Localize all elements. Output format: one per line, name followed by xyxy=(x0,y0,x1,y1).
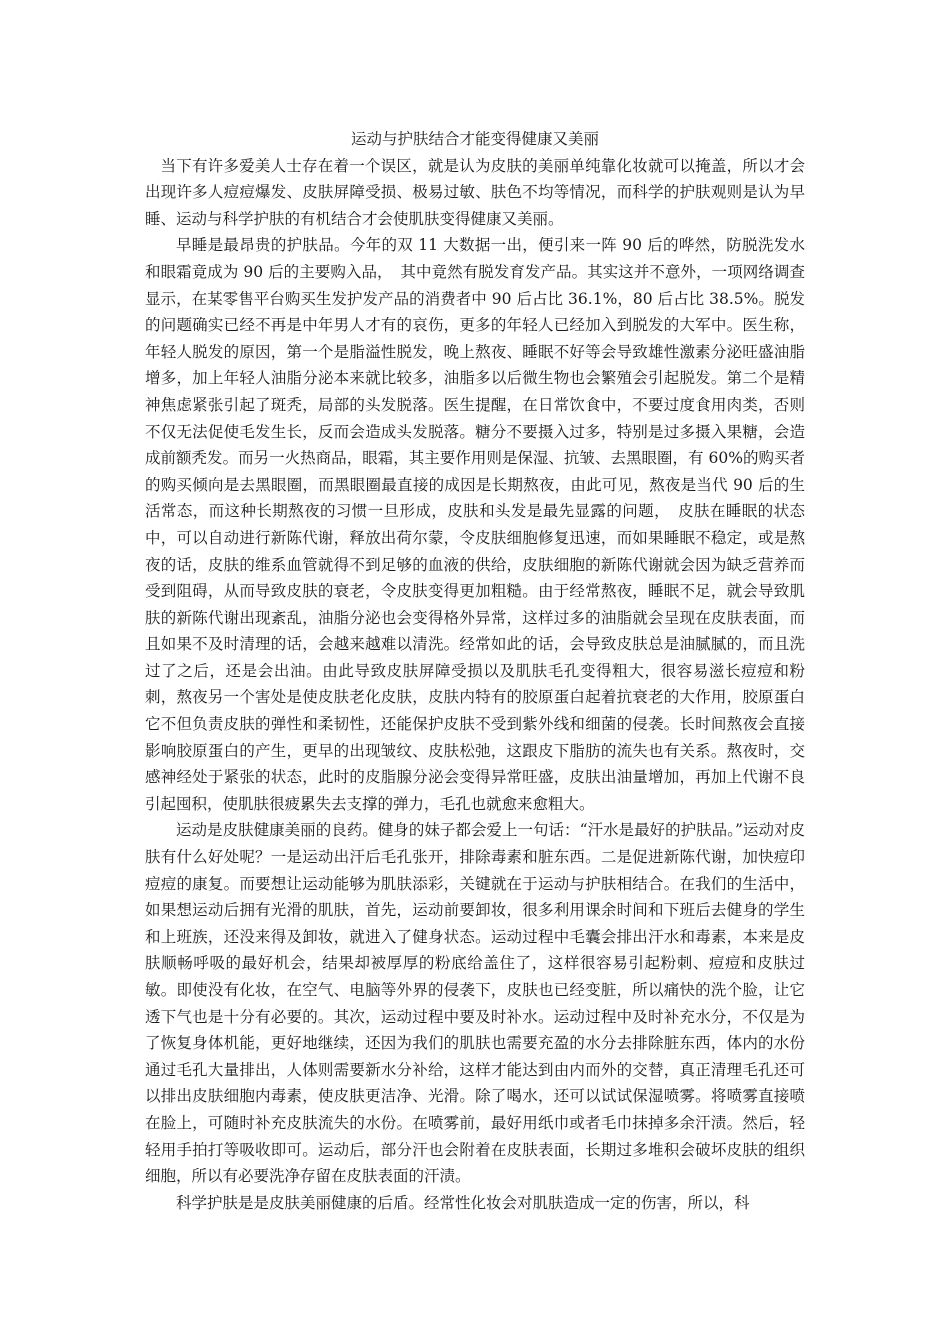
paragraph-exercise: 运动是皮肤健康美丽的良药。健身的妹子都会爱上一句话：“汗水是最好的护肤品。”运动对皮肤有什么好处呢？一是运动出汗后毛孔张开，排除毒素和脏东西。二是促进新陈代谢，加快痘印痘痘的康复。而要想让运动能够为肌肤添彩，关键就在于运动与护肤相结合。在我们的生活中，如果想运动后拥有光滑的肌肤，首先，运动前要卸妆，很多利用课余时间和下班后去健身的学生和上班族，还没来得及卸妆，就进入了健身状态。运动过程中毛囊会排出汗水和毒素，本来是皮肤顺畅呼吸的最好机会，结果却被厚厚的粉底给盖住了，这样很容易引起粉刺、痘痘和皮肤过敏。即使没有化妆，在空气、电脑等外界的侵袭下，皮肤也已经变脏，所以痛快的洗个脸，让它透下气也是十分有必要的。其次，运动过程中要及时补水。运动过程中及时补充水分，不仅是为了恢复身体机能，更好地继续，还因为我们的肌肤也需要充盈的水分去排除脏东西，体内的水份通过毛孔大量排出，人体则需要新水分补给，这样才能达到由内而外的交替，真正清理毛孔还可以排出皮肤细胞内毒素，使皮肤更洁净、光滑。除了喝水，还可以试试保湿喷雾。将喷雾直接喷在脸上，可随时补充皮肤流失的水份。在喷雾前，最好用纸巾或者毛巾抹掉多余汗渍。然后，轻轻用手拍打等吸收即可。运动后，部分汗也会附着在皮肤表面，长期过多堆积会破坏皮肤的组织细胞，所以有必要洗净存留在皮肤表面的汗渍。 xyxy=(145,821,805,1186)
paragraph-skincare: 科学护肤是是皮肤美丽健康的后盾。经常性化妆会对肌肤造成一定的伤害，所以，科 xyxy=(176,1193,750,1212)
paragraph-intro: 当下有许多爱美人士存在着一个误区，就是认为皮肤的美丽单纯靠化妆就可以掩盖，所以才会出现许多人痘痘爆发、皮肤屏障受损、极易过敏、肤色不均等情况，而科学的护肤观则是认为早睡、运动与科学护肤的有机结合才会使肌肤变得健康又美丽。 xyxy=(145,156,805,228)
document-body xyxy=(145,126,805,1216)
document-title: 运动与护肤结合才能变得健康又美丽 xyxy=(350,130,599,148)
paragraph-sleep: 早睡是最昂贵的护肤品。今年的双 11 大数据一出，便引来一阵 90 后的哗然，防脱洗发水和眼霜竟成为 90 后的主要购入品， 其中竟然有脱发育发产品。其实这并不意外，一项网络调查显示，在某零售平台购买生发护发产品的消费者中 90 后占比 36.1%，80 后占比 38.5%。脱发的问题确实已经不再是中年男人才有的哀伤，更多的年轻人已经加入到脱发的大军中。医生称，年轻人脱发的原因，第一个是脂溢性脱发，晚上熬夜、睡眠不好等会导致雄性激素分泌旺盛油脂增多，加上年轻人油脂分泌本来就比较多，油脂多以后微生物也会繁殖会引起脱发。第二个是精神焦虑紧张引起了斑秃，局部的头发脱落。医生提醒，在日常饮食中，不要过度食用肉类，否则不仅无法促使毛发生长，反而会造成头发脱落。糖分不要摄入过多，特别是过多摄入果糖，会造成前额秃发。而另一火热商品，眼霜，其主要作用则是保湿、抗皱、去黑眼圈，有 60%的购买者的购买倾向是去黑眼圈，而黑眼圈最直接的成因是长期熬夜，由此可见，熬夜是当代 90 后的生活常态，而这种长期熬夜的习惯一旦形成，皮肤和头发是最先显露的问题， 皮肤在睡眠的状态中，可以自动进行新陈代谢，释放出荷尔蒙，令皮肤细胞修复迅速，而如果睡眠不稳定，或是熬夜的话，皮肤的维系血管就得不到足够的血液的供给，皮肤细胞的新陈代谢就会因为缺乏营养而受到阻碍，从而导致皮肤的衰老，令皮肤变得更加粗糙。由于经常熬夜，睡眠不足，就会导致肌肤的新陈代谢出现紊乱，油脂分泌也会变得格外异常，这样过多的油脂就会呈现在皮肤表面，而且如果不及时清理的话，会越来越难以清洗。经常如此的话，会导致皮肤总是油腻腻的，而且洗过了之后，还是会出油。由此导致皮肤屏障受损以及肌肤毛孔变得粗大，很容易滋长痘痘和粉刺，熬夜另一个害处是使皮肤老化皮肤，皮肤内特有的胶原蛋白起着抗衰老的大作用，胶原蛋白它不但负责皮肤的弹性和柔韧性，还能保护皮肤不受到紫外线和细菌的侵袭。长时间熬夜会直接影响胶原蛋白的产生，更早的出现皱纹、皮肤松弛，这跟皮下脂肪的流失也有关系。熬夜时，交感神经处于紧张的状态，此时的皮脂腺分泌会变得异常旺盛，皮肤出油量增加，再加上代谢不良引起囤积，使肌肤很疲累失去支撑的弹力，毛孔也就愈来愈粗大。 xyxy=(145,236,805,813)
